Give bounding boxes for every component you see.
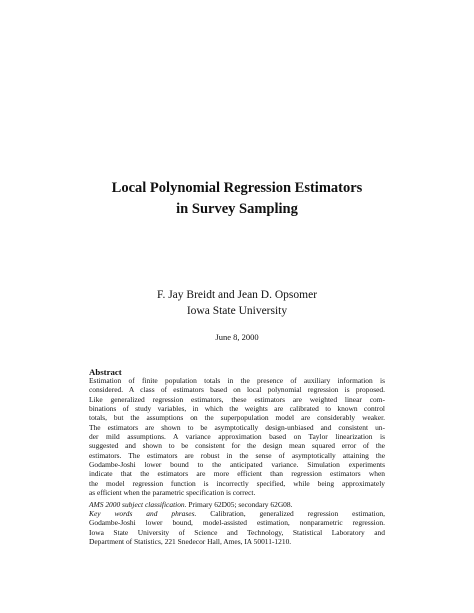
abstract-heading: Abstract xyxy=(89,367,122,377)
keywords-text: Calibration, generalized regression estimation, xyxy=(196,508,385,518)
paper-title-line-2: in Survey Sampling xyxy=(176,201,298,217)
address-line-2: Department of Statistics, 221 Snedecor Hall, Ames, IA 50011-1210. xyxy=(89,536,292,546)
keywords-line-1 xyxy=(89,509,385,518)
address-line-1: Iowa State University of Science and Technology, Statistical Laboratory and xyxy=(89,527,385,537)
author-names: F. Jay Breidt and Jean D. Opsomer xyxy=(156,289,318,301)
ams-classification xyxy=(89,500,385,509)
abstract-line: the model regression function is incorrectly specified, while being approximately xyxy=(89,478,385,488)
abstract-body xyxy=(89,376,385,497)
abstract-line: estimators. The estimators are robust in the sense of asymptotically attaining the xyxy=(89,450,385,460)
abstract-line: Godambe-Joshi lower bound to the anticipated variance. Simulation experiments xyxy=(89,460,385,470)
ams-classification-text: Primary 62D05; secondary 62G08. xyxy=(186,499,293,509)
abstract-line: suggested and shown to be consistent for the design mean squared error of the xyxy=(89,441,385,451)
abstract-line: binations of study variables, in which the weights are calibrated to known control xyxy=(89,404,385,414)
abstract-line: as efficient when the parametric specification is correct. xyxy=(89,488,256,498)
keywords-label: Key words and phrases. xyxy=(89,508,197,518)
front-matter xyxy=(89,500,385,547)
abstract-line: considered. A class of estimators based on local polynomial regression is proposed. xyxy=(89,385,385,395)
abstract-line: indicate that the estimators are more efficient than regression estimators when xyxy=(89,469,385,479)
ams-classification-label: AMS 2000 subject classification. xyxy=(89,499,187,509)
abstract-line: Estimation of finite population totals in the presence of auxiliary information is xyxy=(89,376,385,385)
publication-date: June 8, 2000 xyxy=(215,332,259,342)
keywords-line-2: Godambe-Joshi lower bound, model-assisted estimation, nonparametric regression. xyxy=(89,518,385,528)
abstract-line: Like generalized regression estimators, these estimators are weighted linear com- xyxy=(89,394,385,404)
paper-title-line-1: Local Polynomial Regression Estimators xyxy=(111,180,363,196)
abstract-line: totals, but the assumptions on the superpopulation model are considerably weaker. xyxy=(89,413,385,423)
abstract-line: The estimators are shown to be asymptotically design-unbiased and consistent un- xyxy=(89,422,385,432)
abstract-line: der mild assumptions. A variance approximation based on Taylor linearization is xyxy=(89,432,385,442)
author-affiliation: Iowa State University xyxy=(186,305,288,317)
